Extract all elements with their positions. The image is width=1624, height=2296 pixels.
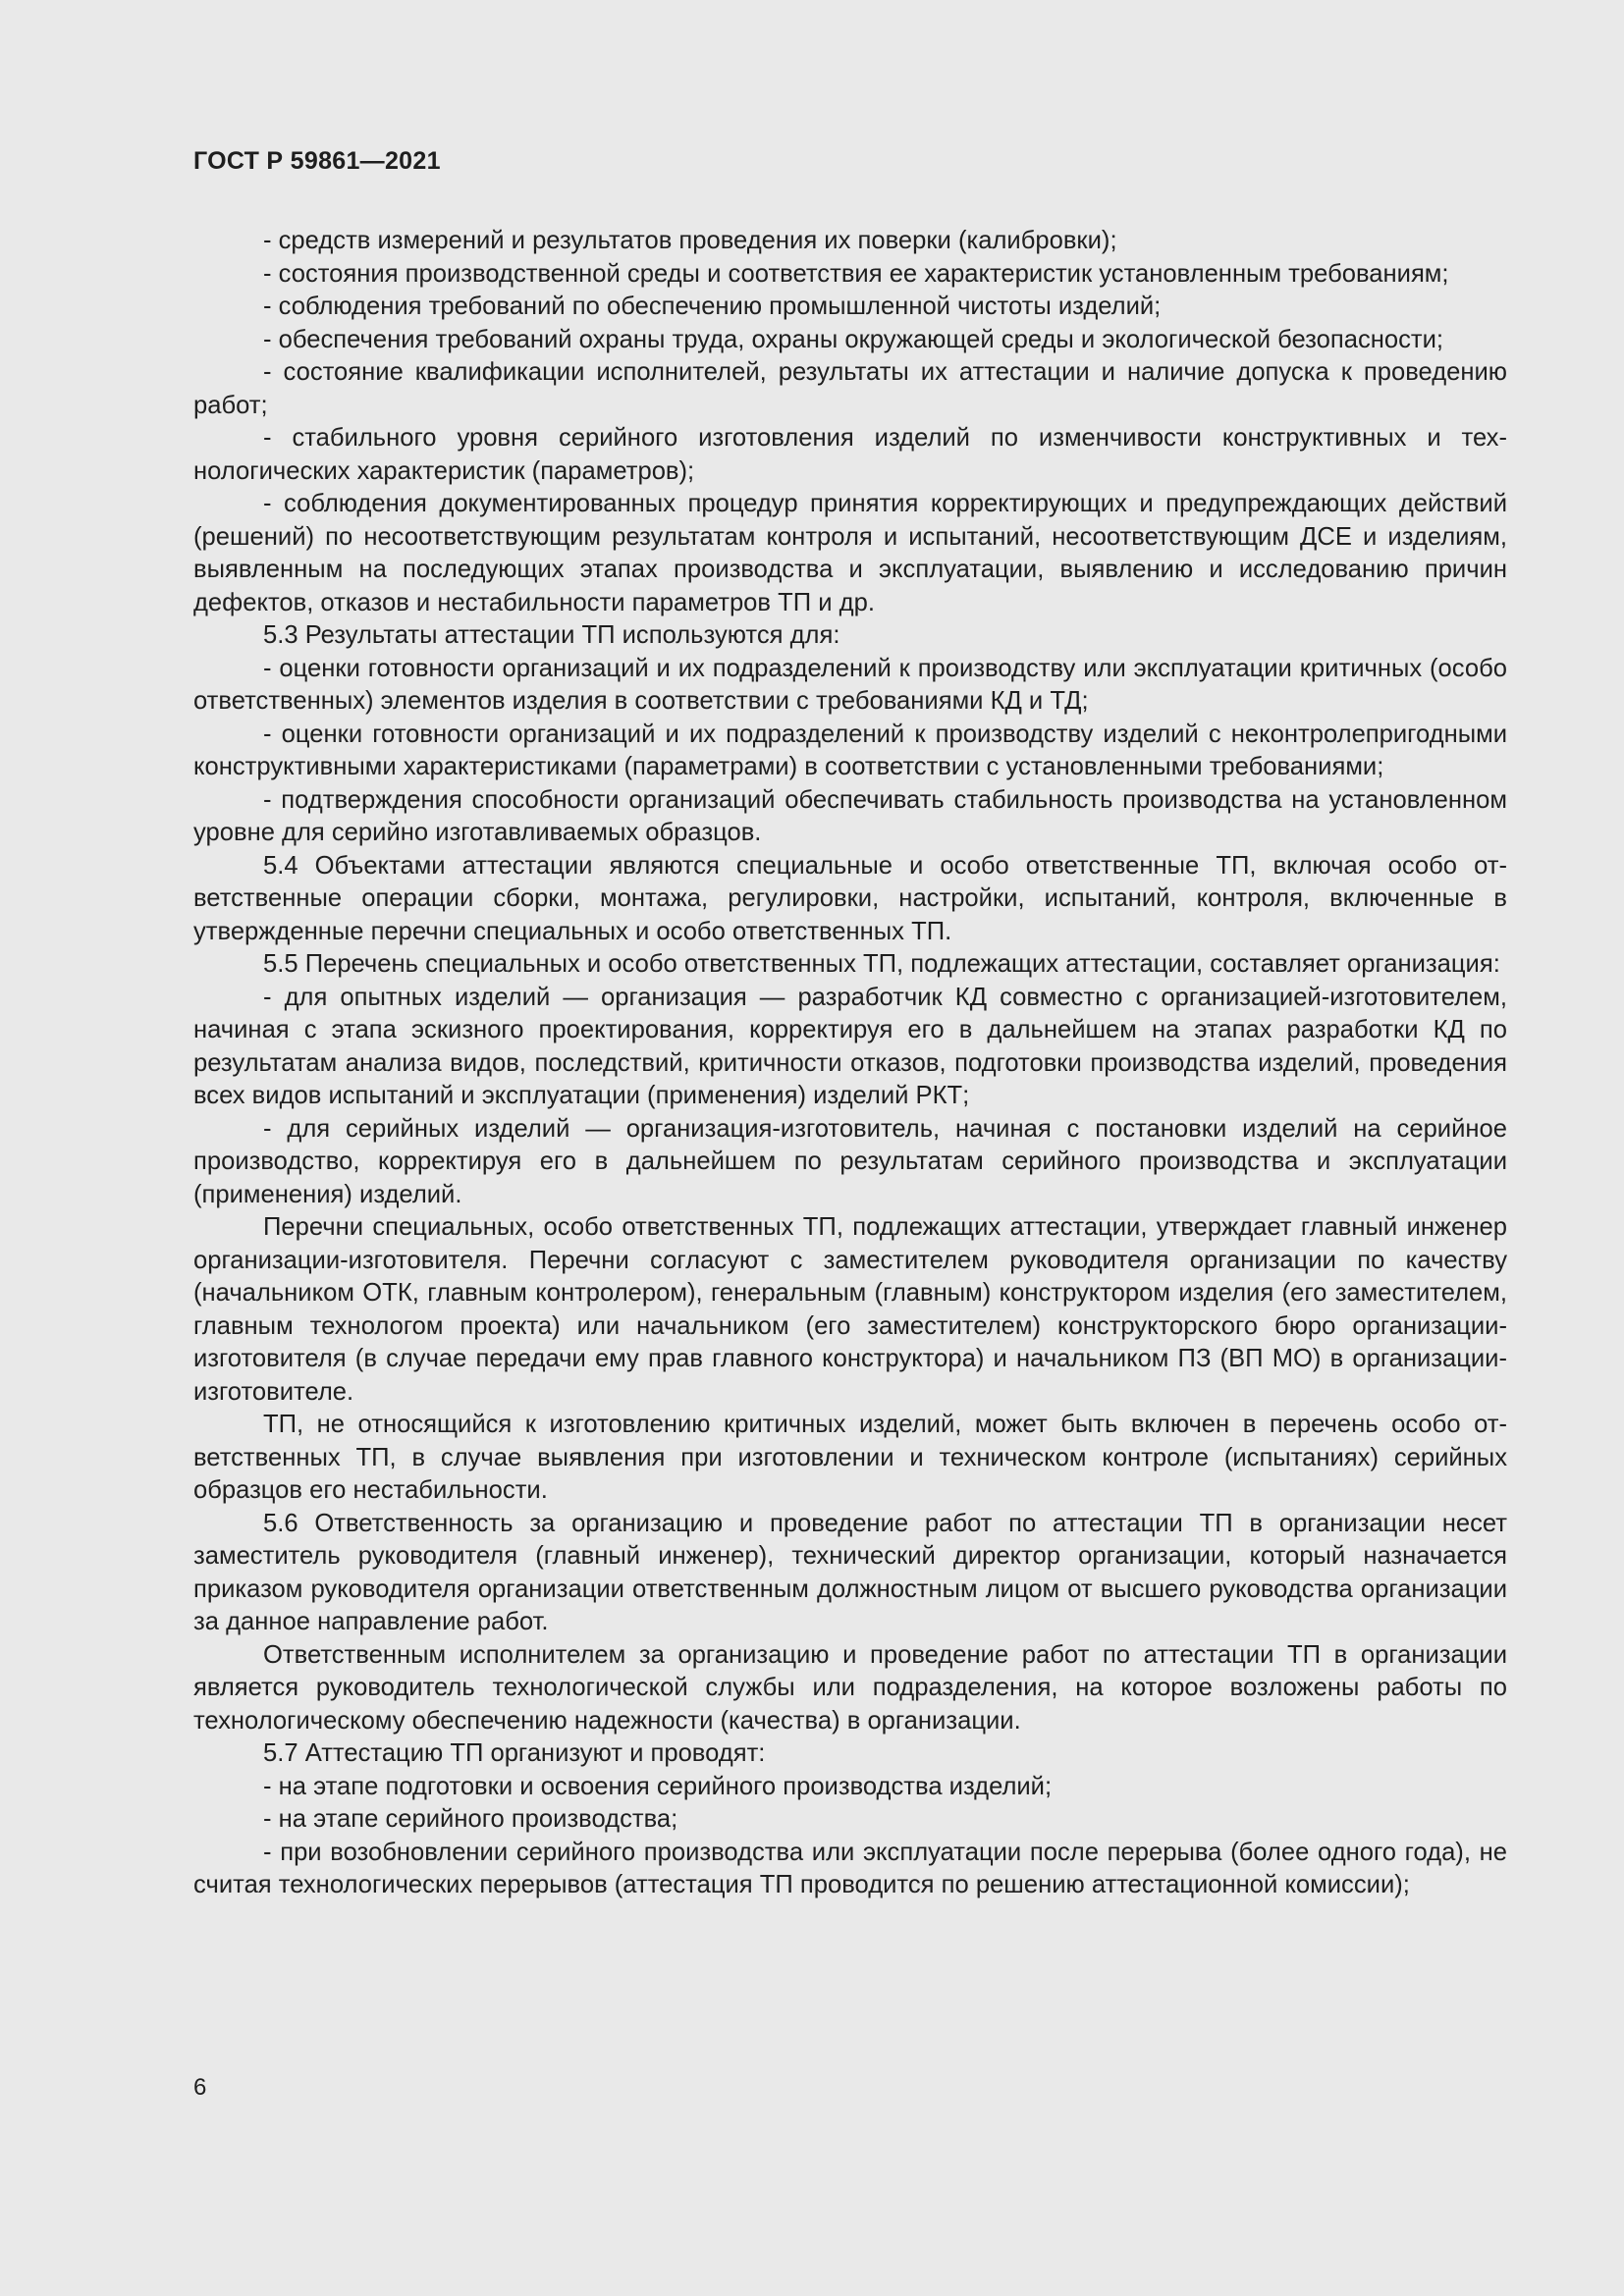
list-item-industrial-cleanliness: - соблюдения требований по обеспечению промышленной чистоты изделий; xyxy=(263,293,1162,320)
paragraph-list-approval: Перечни специальных, особо ответственных ТП, подлежащих аттестации, утверждает главный инженер организации-изготовителя. Перечни согласуют с заместителем руководителя организации по качеству (начальником ОТК, главным контролером), генеральным (главным) конструктором изделия (его заместителем, главным технологом проекта) или начальником (его заместителем) конструкторского бюро организации-изготовителя (в случае передачи ему прав главного конструктора) и начальником ПЗ (ВП МО) в организации-изготовителе. xyxy=(193,1213,1507,1406)
paragraph-noncritical-tp: ТП, не относящийся к изготовлению критичных изделий, может быть включен в перечень особо ответственных ТП, в случае выявления при изготовлении и техническом контроле (испытаниях) серийных образцов его нестабильности. xyxy=(193,1411,1507,1504)
list-item-serial-stage: - на этапе серийного производства; xyxy=(263,1805,678,1833)
list-item-stable-production: - стабильного уровня серийного изготовления изделий по изменчивости конструктивных и технологических характеристик (параметров); xyxy=(193,424,1507,485)
clause-5-4: 5.4 Объектами аттестации являются специальные и особо ответственные ТП, включая особо ответственные операции сборки, монтажа, регулировки, настройки, испытаний, контроля, включенные в утвержденные перечни специальных и особо ответственных ТП. xyxy=(193,851,1507,945)
clause-5-3: 5.3 Результаты аттестации ТП используются для: xyxy=(263,621,840,649)
list-item-labor-safety: - обеспечения требований охраны труда, охраны окружающей среды и экологической безопасности; xyxy=(263,325,1444,353)
clause-5-6: 5.6 Ответственность за организацию и проведение работ по аттестации ТП в организации несет заместитель руководителя (главный инженер), технический директор организации, который назначается приказом руководителя организации ответственным должностным лицом от высшего руководства организации за данное направление работ. xyxy=(193,1509,1507,1635)
paragraph-responsible-executor: Ответственным исполнителем за организацию и проведение работ по аттестации ТП в организации является руководитель технологической службы или подразделения, на которое возложены работы по технологическому обеспечению надежности (качества) в организации. xyxy=(193,1640,1507,1735)
document-body xyxy=(193,225,1507,1902)
list-item-readiness-uncontrollable: - оценки готовности организаций и их подразделений к производству изделий с неконтролепригодными конструктивными характеристиками (параметрами) в соответствии с установленными требованиями; xyxy=(193,720,1507,780)
document-code: ГОСТ Р 59861—2021 xyxy=(193,147,441,175)
list-item-preparation-stage: - на этапе подготовки и освоения серийного производства изделий; xyxy=(263,1772,1053,1800)
list-item-prototype-products: - для опытных изделий — организация — разработчик КД совместно с организацией-изготовителем, начиная с этапа эскизного проектирования, корректируя его в дальнейшем на этапах разработки КД по результатам анализа видов, последствий, критичности отказов, подготовки производства изделий, проведения всех видов испытаний и эксплуатации (применения) изделий РКТ; xyxy=(193,983,1507,1109)
page-number: 6 xyxy=(193,2074,207,2101)
list-item-readiness-critical: - оценки готовности организаций и их подразделений к производству или эксплуатации критичных (особо ответственных) элементов изделия в соответствии с требованиями КД и ТД; xyxy=(193,654,1507,715)
list-item-qualification: - состояние квалификации исполнителей, результаты их аттестации и наличие допуска к проведению работ; xyxy=(193,358,1507,419)
clause-5-7: 5.7 Аттестацию ТП организуют и проводят: xyxy=(263,1739,766,1767)
list-item-production-environment: - состояния производственной среды и соответствия ее характеристик установленным требованиям; xyxy=(263,259,1449,288)
clause-5-5: 5.5 Перечень специальных и особо ответственных ТП, подлежащих аттестации, составляет организация: xyxy=(263,950,1500,978)
list-item-corrective-actions: - соблюдения документированных процедур принятия корректирующих и предупреждающих действий (решений) по несоответствующим результатам контроля и испытаний, несоответствующим ДСЕ и изделиям, выявленным на последующих этапах производства и эксплуатации, выявлению и исследованию причин дефектов, отказов и нестабильности параметров ТП и др. xyxy=(193,490,1507,616)
list-item-serial-products: - для серийных изделий — организация-изготовитель, начиная с постановки изделий на серийное производство, корректируя его в дальнейшем по результатам серийного производства и эксплуатации (применения) изделий. xyxy=(193,1114,1507,1208)
list-item-measurement-tools: - средств измерений и результатов проведения их поверки (калибровки); xyxy=(263,227,1117,254)
list-item-stability-confirmation: - подтверждения способности организаций обеспечивать стабильность производства на установленном уровне для серийно изготавливаемых образцов. xyxy=(193,785,1507,846)
list-item-resumption: - при возобновлении серийного производства или эксплуатации после перерыва (более одного года), не считая технологических перерывов (аттестация ТП проводится по решению аттестационной комиссии); xyxy=(193,1838,1507,1898)
